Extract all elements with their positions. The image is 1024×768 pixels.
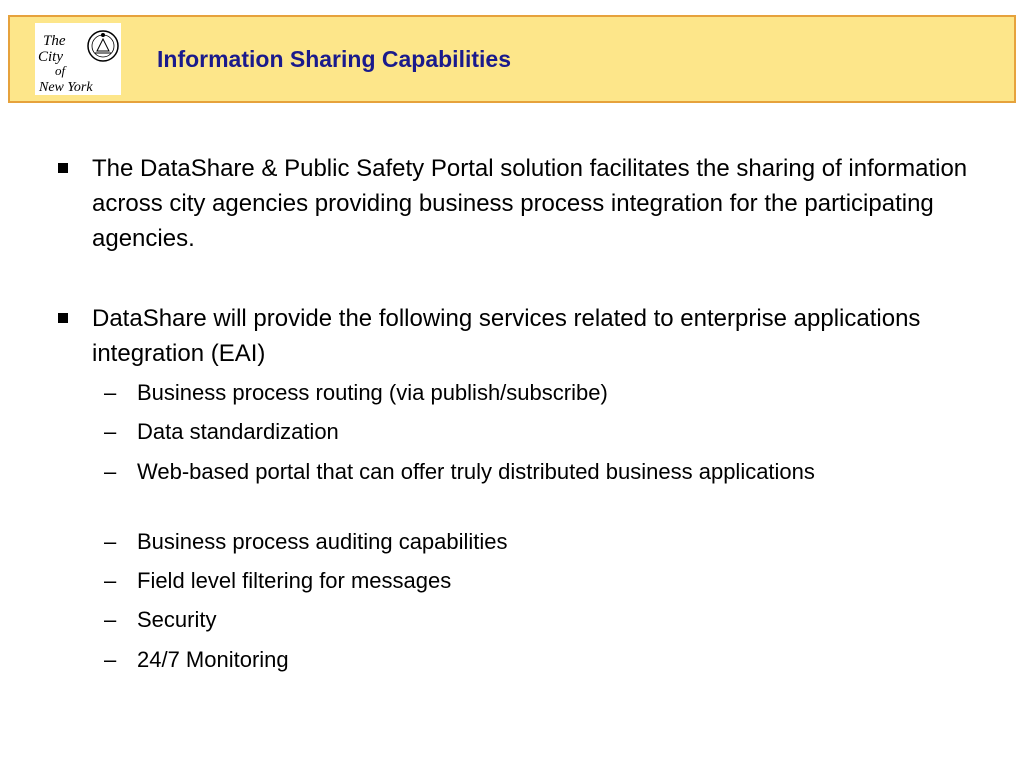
sub-item: 24/7 Monitoring	[137, 647, 289, 672]
nyc-logo	[35, 23, 121, 95]
sub-dash: –	[104, 529, 117, 554]
sub-item: Data standardization	[137, 419, 339, 444]
nyc-seal-icon	[35, 23, 121, 95]
sub-item: Business process routing (via publish/subscribe)	[137, 380, 608, 405]
logo-text-newyork: New York	[39, 80, 93, 95]
bullet-marker	[58, 313, 68, 323]
sub-item: Business process auditing capabilities	[137, 529, 508, 554]
logo-text-of: of	[55, 63, 66, 78]
slide-title: Information Sharing Capabilities	[157, 46, 511, 72]
bullet-item: DataShare will provide the following services related to enterprise applications integration (EAI)	[92, 305, 921, 367]
sub-item: Security	[137, 607, 217, 632]
bullet-item: The DataShare & Public Safety Portal solution facilitates the sharing of information across city agencies providing business process integration for the participating agencies.	[92, 155, 968, 252]
sub-dash: –	[104, 568, 117, 593]
logo-text-the: The	[43, 33, 66, 49]
bullet-marker	[58, 163, 68, 173]
sub-dash: –	[104, 607, 117, 632]
sub-dash: –	[104, 647, 117, 672]
sub-dash: –	[104, 380, 117, 405]
sub-dash: –	[104, 419, 117, 444]
sub-dash: –	[104, 459, 117, 484]
logo-text-city: City	[38, 49, 63, 65]
header-bar	[8, 15, 1016, 103]
sub-item: Field level filtering for messages	[137, 568, 452, 593]
sub-item: Web-based portal that can offer truly distributed business applications	[137, 459, 815, 484]
